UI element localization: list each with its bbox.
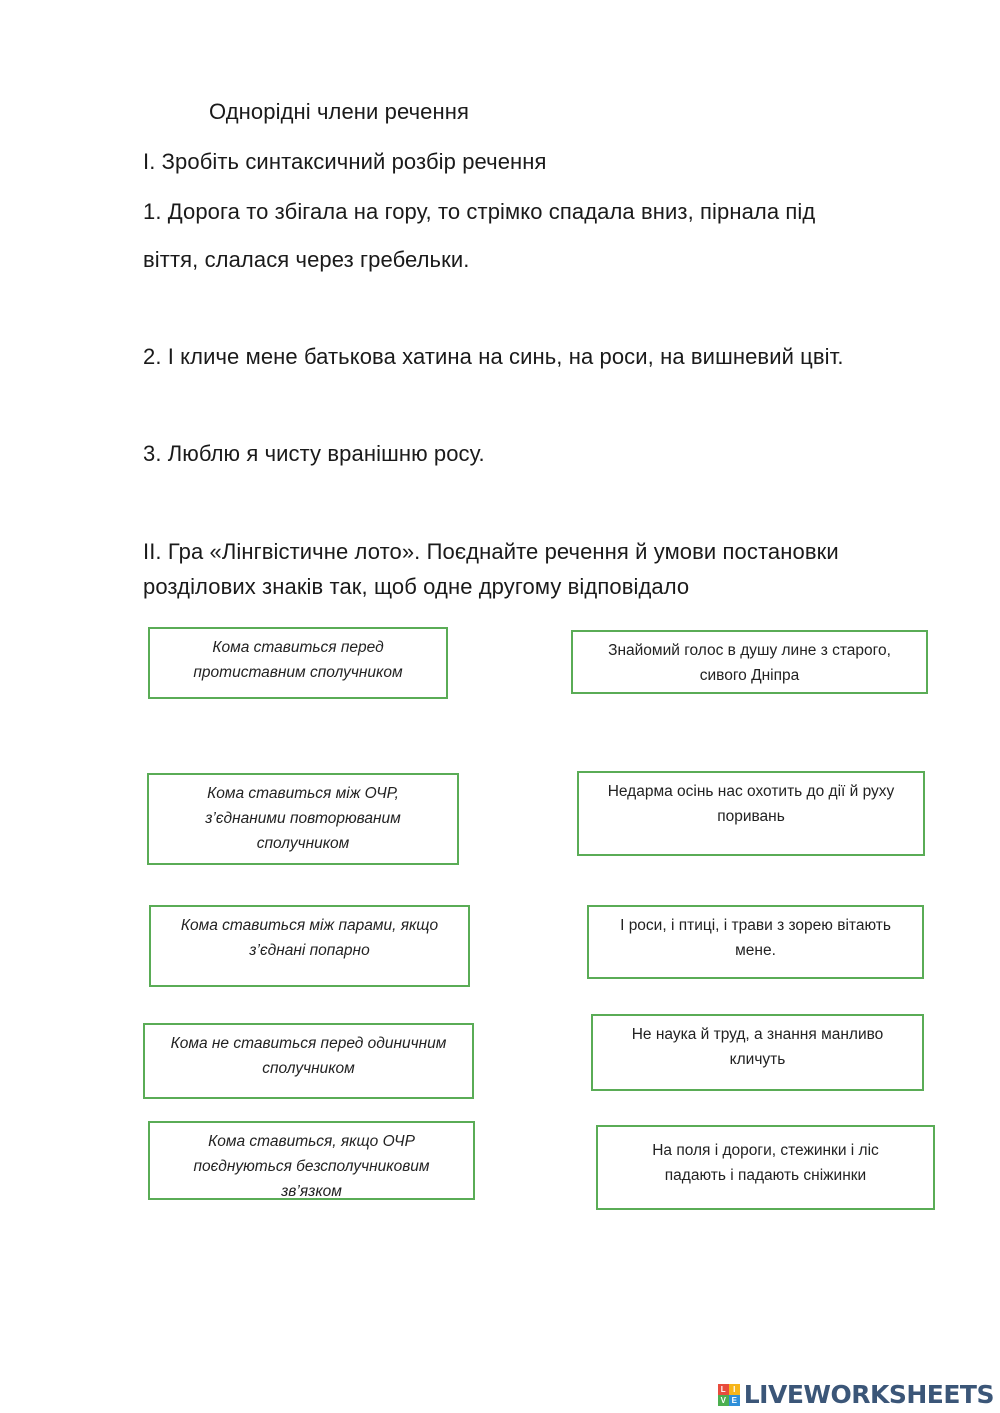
- sentence1-line2: віття, слалася через гребельки.: [143, 247, 470, 272]
- sentence-1-line-1: Знайомий голос в душу лине з старого,: [608, 642, 891, 659]
- liveworksheets-logo-icon: [718, 1384, 740, 1406]
- condition-5-line-2: поєднуються безсполучниковим: [193, 1158, 430, 1175]
- sentence1-line1: 1. Дорога то збігала на гору, то стрімко спадала вниз, пірнала під: [143, 199, 816, 224]
- sentence-2-line-2: поривань: [717, 808, 785, 825]
- condition-box-3[interactable]: [149, 905, 470, 987]
- logo-letter-v: V: [718, 1395, 729, 1406]
- sentence-box-3[interactable]: [587, 905, 924, 979]
- liveworksheets-logo-text: LIVEWORKSHEETS: [743, 1380, 994, 1409]
- logo-letter-i: I: [729, 1384, 740, 1395]
- condition-2-line-1: Кома ставиться між ОЧР,: [207, 785, 399, 802]
- sentence-box-2[interactable]: [577, 771, 925, 856]
- sentence-5-line-2: падають і падають сніжинки: [664, 1167, 867, 1184]
- sentence3: 3. Люблю я чисту вранішню росу.: [143, 441, 485, 466]
- logo-letter-e: E: [729, 1395, 740, 1406]
- condition-4-line-2: сполучником: [262, 1060, 355, 1077]
- sentence-4-line-2: кличуть: [729, 1051, 786, 1068]
- sentence-2-line-1: Недарма осінь нас охотить до дії й руху: [607, 783, 895, 800]
- sentence-3-line-1: І роси, і птиці, і трави з зорею вітають: [620, 917, 891, 934]
- task1-heading: І. Зробіть синтаксичний розбір речення: [143, 149, 547, 174]
- condition-1-line-2: протиставним сполучником: [193, 664, 403, 681]
- sentence-3-line-2: мене.: [735, 942, 776, 959]
- liveworksheets-logo: [718, 1380, 994, 1409]
- condition-5-line-3: зв’язком: [281, 1183, 342, 1200]
- condition-3-line-2: з’єднані попарно: [249, 942, 370, 959]
- condition-1-line-1: Кома ставиться перед: [212, 639, 384, 656]
- condition-box-4[interactable]: [143, 1023, 474, 1099]
- condition-box-2[interactable]: [147, 773, 459, 865]
- condition-2-line-3: сполучником: [256, 835, 350, 852]
- sentence-1-line-2: сивого Дніпра: [699, 667, 800, 684]
- sentence-box-4[interactable]: [591, 1014, 924, 1091]
- task2-heading-line1: ІІ. Гра «Лінгвістичне лото». Поєднайте речення й умови постановки: [143, 539, 839, 564]
- condition-box-5[interactable]: [148, 1121, 475, 1200]
- sentence-5-line-1: На поля і дороги, стежинки і ліс: [652, 1142, 879, 1159]
- condition-4-line-1: Кома не ставиться перед одиничним: [170, 1035, 447, 1052]
- condition-2-line-2: з’єднаними повторюваним: [205, 810, 401, 827]
- task2-heading-line2: розділових знаків так, щоб одне другому відповідало: [143, 574, 690, 599]
- condition-box-1[interactable]: [148, 627, 448, 699]
- sentence-box-1[interactable]: [571, 630, 928, 694]
- condition-3-line-1: Кома ставиться між парами, якщо: [180, 917, 439, 934]
- logo-letter-l: L: [718, 1384, 729, 1395]
- sentence-4-line-1: Не наука й труд, а знання манливо: [631, 1026, 884, 1043]
- condition-5-line-1: Кома ставиться, якщо ОЧР: [208, 1133, 415, 1150]
- sentence-box-5[interactable]: [596, 1125, 935, 1210]
- sentence2: 2. І кличе мене батькова хатина на синь, на роси, на вишневий цвіт.: [143, 344, 844, 369]
- worksheet-title: Однорідні члени речення: [209, 99, 469, 124]
